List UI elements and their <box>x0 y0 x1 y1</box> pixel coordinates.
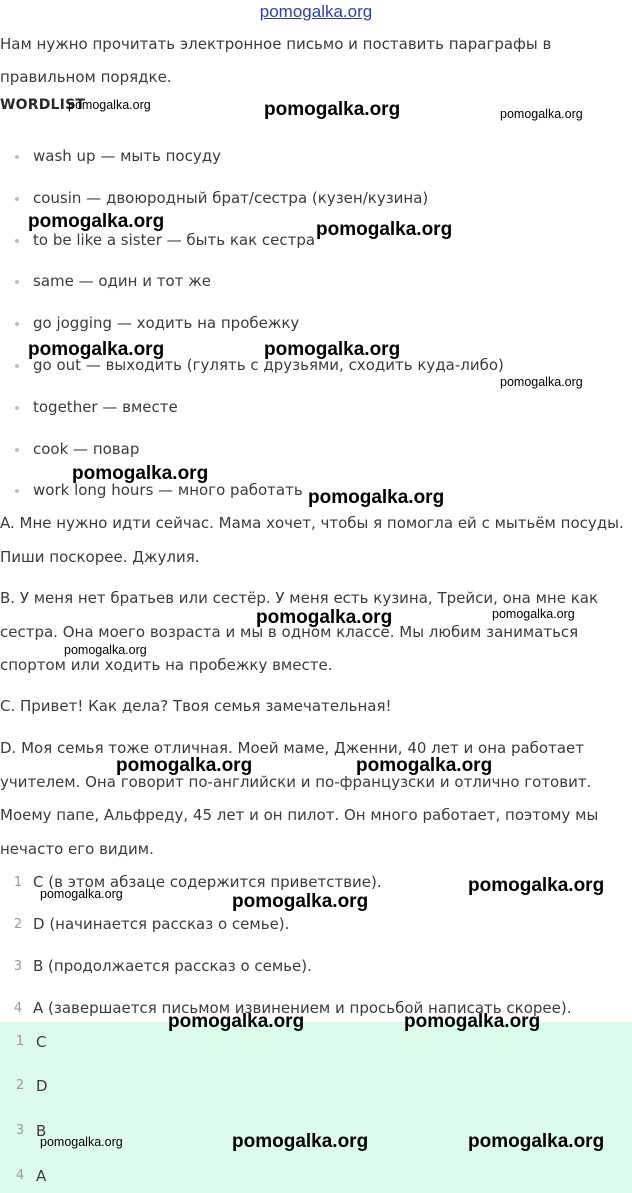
wordlist-item: wash up — мыть посуду <box>12 136 504 178</box>
watermark: pomogalka.org <box>468 1131 605 1152</box>
answer-text: C (в этом абзаце содержится приветствие). <box>33 873 382 891</box>
paragraph-d: D. Моя семья тоже отличная. Моей маме, Дженни, 40 лет и она работает учителем. Она говорит по-английски и по-французски и отлично готовит. Моему папе, Альфреду, 45 лет и он пилот. Он много работает, поэтому мы нечасто его видим. <box>0 739 599 858</box>
solution-text: C <box>36 1033 47 1051</box>
wordlist-title: WORDLIST <box>0 97 86 113</box>
watermark: pomogalka.org <box>500 107 583 121</box>
solution-item <box>0 1166 46 1186</box>
answer-item <box>0 950 571 992</box>
wordlist-item: work long hours — много работать <box>12 470 504 512</box>
answer-item <box>0 908 571 950</box>
watermark: pomogalka.org <box>28 339 165 360</box>
site-link[interactable]: pomogalka.org <box>259 2 373 21</box>
answer-number: 1 <box>13 875 23 890</box>
watermark: pomogalka.org <box>68 98 151 112</box>
answer-text: B (продолжается рассказ о семье). <box>33 957 312 975</box>
answer-text: A (завершается письмом извинением и просьбой написать скорее). <box>33 999 572 1017</box>
watermark: pomogalka.org <box>40 1135 123 1149</box>
watermark: pomogalka.org <box>72 463 209 484</box>
wordlist-item: to be like a sister — быть как сестра <box>12 220 504 262</box>
watermark: pomogalka.org <box>404 1011 541 1032</box>
watermark: pomogalka.org <box>492 607 575 621</box>
solution-item <box>0 1032 46 1052</box>
wordlist <box>12 136 504 512</box>
answer-number: 2 <box>13 917 23 932</box>
wordlist-item: together — вместе <box>12 387 504 429</box>
watermark: pomogalka.org <box>308 487 445 508</box>
solution-number: 1 <box>15 1034 25 1049</box>
answer-number: 4 <box>13 1001 23 1016</box>
watermark: pomogalka.org <box>116 755 253 776</box>
watermark: pomogalka.org <box>264 99 401 120</box>
answer-number: 3 <box>13 959 23 974</box>
wordlist-item: cook — повар <box>12 429 504 471</box>
watermark: pomogalka.org <box>40 887 123 901</box>
intro-text: Нам нужно прочитать электронное письмо и поставить параграфы в правильном порядке. <box>0 35 552 86</box>
wordlist-item: go out — выходить (гулять с друзьями, сходить куда-либо) <box>12 345 504 387</box>
solution-box <box>0 1022 632 1193</box>
watermark: pomogalka.org <box>64 643 147 657</box>
watermark: pomogalka.org <box>232 891 369 912</box>
watermark: pomogalka.org <box>168 1011 305 1032</box>
paragraph-c: C. Привет! Как дела? Твоя семья замечательная! <box>0 697 392 715</box>
solution-text: A <box>36 1167 47 1185</box>
answer-text: D (начинается рассказ о семье). <box>33 915 290 933</box>
wordlist-item: same — один и тот же <box>12 261 504 303</box>
solution-number: 4 <box>15 1168 25 1183</box>
watermark: pomogalka.org <box>500 375 583 389</box>
watermark: pomogalka.org <box>256 607 393 628</box>
solution-text: B <box>36 1122 47 1140</box>
watermark: pomogalka.org <box>356 755 493 776</box>
solution-number: 2 <box>15 1078 25 1093</box>
paragraph-a: A. Мне нужно идти сейчас. Мама хочет, чтобы я помогла ей с мытьём посуды. Пиши поскорее. Джулия. <box>0 514 624 566</box>
wordlist-item: go jogging — ходить на пробежку <box>12 303 504 345</box>
solution-item <box>0 1076 48 1096</box>
wordlist-item: cousin — двоюродный брат/сестра (кузен/кузина) <box>12 178 504 220</box>
watermark: pomogalka.org <box>232 1131 369 1152</box>
watermark: pomogalka.org <box>468 875 605 896</box>
paragraph-b: B. У меня нет братьев или сестёр. У меня есть кузина, Трейси, она мне как сестра. Она моего возраста и мы в одном классе. Мы любим заниматься спортом или ходить на пробежку вместе. <box>0 589 599 674</box>
watermark: pomogalka.org <box>28 211 165 232</box>
watermark: pomogalka.org <box>316 219 453 240</box>
solution-text: D <box>36 1077 48 1095</box>
solution-number: 3 <box>15 1123 25 1138</box>
watermark: pomogalka.org <box>264 339 401 360</box>
